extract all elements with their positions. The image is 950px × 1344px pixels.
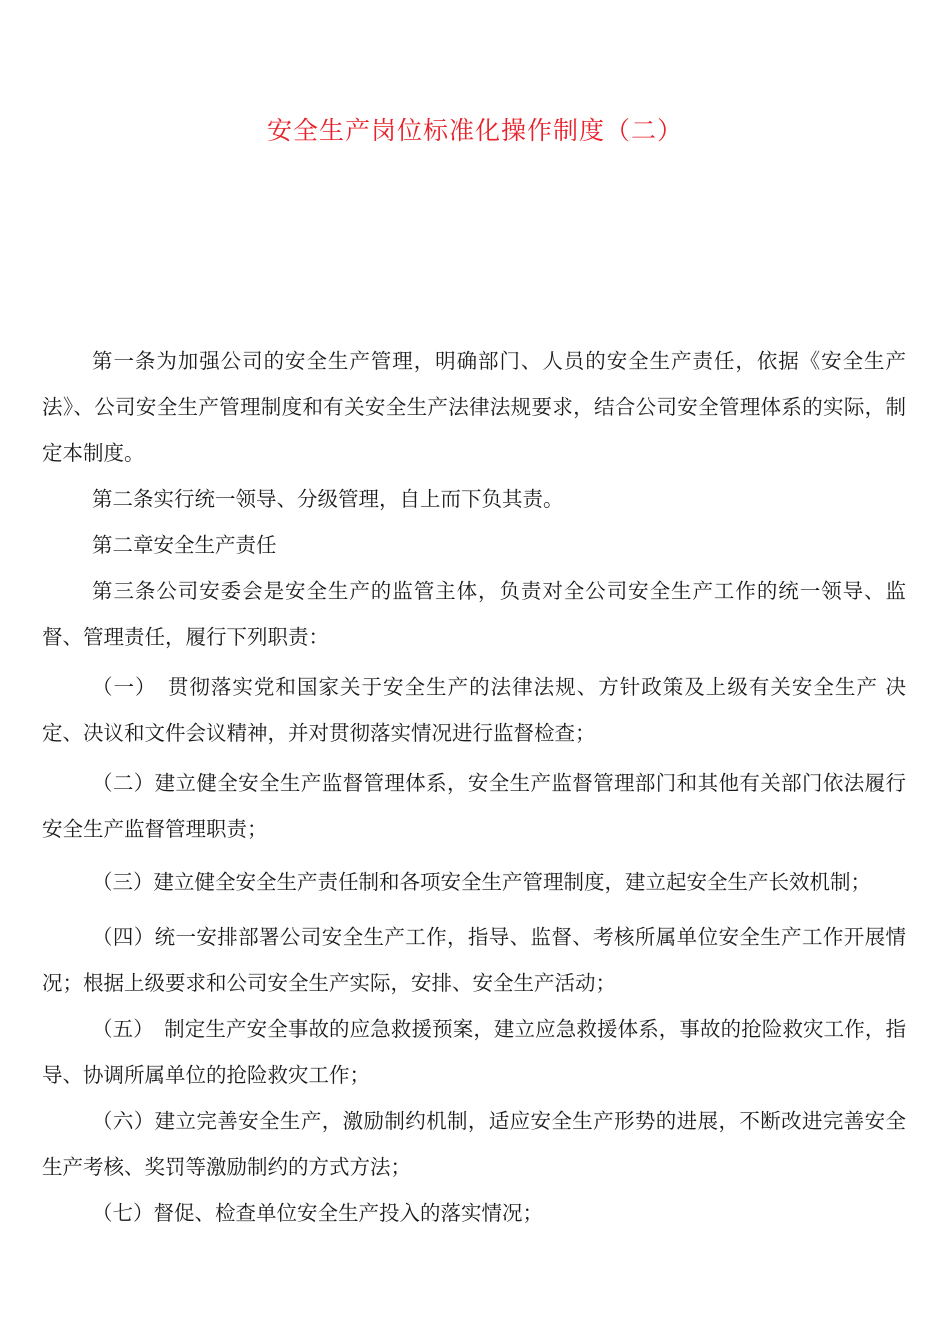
chapter-2-heading: 第二章安全生产责任 xyxy=(92,533,277,557)
article-3-paragraph: 第三条公司安委会是安全生产的监管主体，负责对全公司安全生产工作的统一领导、监督、管理责任，履行下列职责： xyxy=(42,579,906,649)
duty-item-5: （五） 制定生产安全事故的应急救援预案，建立应急救援体系，事故的抢险救灾工作，指导、协调所属单位的抢险救灾工作； xyxy=(42,1017,906,1087)
duty-item-2: （二）建立健全安全生产监督管理体系，安全生产监督管理部门和其他有关部门依法履行安全生产监督管理职责； xyxy=(42,771,906,841)
article-2-paragraph: 第二条实行统一领导、分级管理，自上而下负其责。 xyxy=(92,487,564,511)
duty-item-7: （七）督促、检查单位安全生产投入的落实情况； xyxy=(92,1201,543,1225)
duty-item-3: （三）建立健全安全生产责任制和各项安全生产管理制度，建立起安全生产长效机制； xyxy=(92,870,871,894)
document-title: 安全生产岗位标准化操作制度（二） xyxy=(266,116,683,145)
article-1-paragraph: 第一条为加强公司的安全生产管理，明确部门、人员的安全生产责任，依据《安全生产法》、公司安全生产管理制度和有关安全生产法律法规要求，结合公司安全管理体系的实际，制定本制度。 xyxy=(42,349,906,465)
duty-item-6: （六）建立完善安全生产，激励制约机制，适应安全生产形势的进展，不断改进完善安全生产考核、奖罚等激励制约的方式方法； xyxy=(42,1109,906,1179)
document-body xyxy=(42,338,906,1236)
duty-item-4: （四）统一安排部署公司安全生产工作，指导、监督、考核所属单位安全生产工作开展情况；根据上级要求和公司安全生产实际，安排、安全生产活动； xyxy=(42,925,906,995)
duty-item-1: （一） 贯彻落实党和国家关于安全生产的法律法规、方针政策及上级有关安全生产 决定、决议和文件会议精神，并对贯彻落实情况进行监督检查； xyxy=(42,675,906,745)
